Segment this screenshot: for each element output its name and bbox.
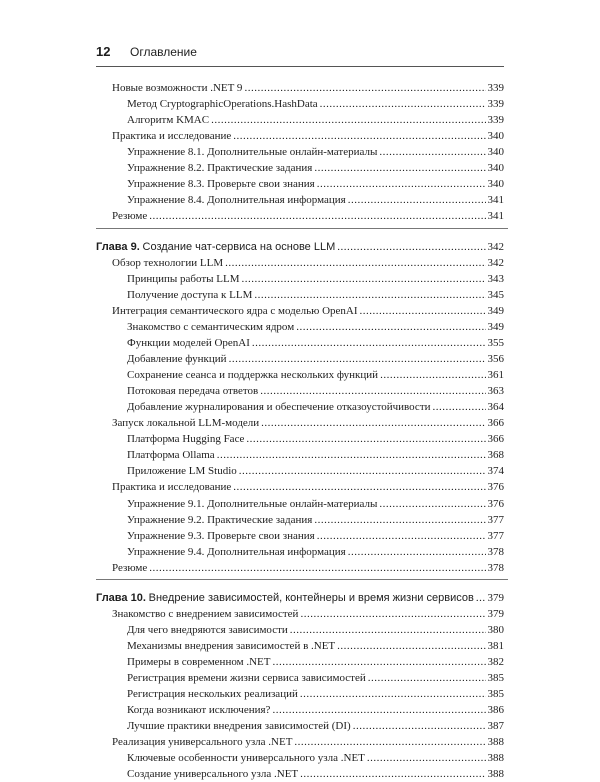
toc-entry-title: Практика и исследование (112, 130, 232, 143)
toc-page-number: 377 (487, 529, 504, 542)
toc-page-number: 340 (487, 162, 504, 175)
toc-page-number: 387 (487, 720, 504, 733)
toc-entry-title: Функции моделей OpenAI (127, 336, 250, 349)
chapter-divider (96, 228, 508, 229)
toc-page-number: 345 (487, 288, 504, 301)
toc-page-number: 388 (487, 768, 504, 781)
toc-page-number: 363 (487, 385, 504, 398)
toc-entry-title: Добавление функций (127, 352, 227, 365)
toc-entry-title: Приложение LM Studio (127, 465, 237, 478)
chapter-title: Создание чат-сервиса на основе LLM (142, 240, 336, 253)
toc-entry[interactable] (127, 383, 504, 399)
toc-entry[interactable] (127, 431, 504, 447)
dot-leader (337, 239, 485, 255)
toc-entry-title: Упражнение 8.4. Дополнительная информация (127, 194, 346, 207)
toc-entry-title: Реализация универсального узла .NET (112, 736, 293, 749)
toc-page-number: 340 (487, 178, 504, 191)
toc-entry-title: Интеграция семантического ядра с моделью OpenAI (112, 304, 358, 317)
toc-entry-title: Упражнение 8.2. Практические задания (127, 162, 313, 175)
dot-leader (380, 367, 485, 383)
dot-leader (239, 463, 486, 479)
toc-entry-title: Регистрация времени жизни сервиса зависимостей (127, 672, 366, 685)
toc-page-number: 342 (487, 256, 504, 269)
toc-chapter[interactable] (96, 590, 504, 606)
dot-leader (254, 287, 485, 303)
toc-page-number: 379 (487, 607, 504, 620)
toc-entry-title (96, 239, 335, 255)
dot-leader (314, 160, 485, 176)
toc-page-number: 378 (487, 545, 504, 558)
toc-page-number: 385 (487, 672, 504, 685)
toc-entry[interactable] (127, 176, 504, 192)
toc-page-number: 341 (487, 210, 504, 223)
toc-entry-title: Регистрация нескольких реализаций (127, 688, 298, 701)
toc-page-number: 376 (487, 481, 504, 494)
toc-entry-title: Запуск локальной LLM-модели (112, 417, 260, 430)
toc-page-number: 386 (487, 704, 504, 717)
dot-leader (317, 528, 486, 544)
toc-page-number: 342 (487, 240, 504, 253)
dot-leader (317, 176, 486, 192)
toc-page-number: 356 (487, 352, 504, 365)
section-title: Оглавление (130, 45, 197, 59)
toc-entry[interactable] (127, 463, 504, 479)
toc-entry-title: Знакомство с семантическим ядром (127, 320, 295, 333)
toc-entry-title: Алгоритм KMAC (127, 114, 210, 127)
toc-page-number: 361 (487, 369, 504, 382)
dot-leader (379, 144, 485, 160)
toc-page-number: 388 (487, 752, 504, 765)
toc-entry[interactable] (127, 351, 504, 367)
toc-entry[interactable] (127, 144, 504, 160)
toc-page-number: 339 (487, 98, 504, 111)
toc-entry[interactable] (112, 80, 504, 96)
dot-leader (360, 303, 486, 319)
dot-leader (353, 718, 486, 734)
toc-entry-title: Платформа Hugging Face (127, 433, 245, 446)
toc-page-number: 349 (487, 304, 504, 317)
toc-entry[interactable] (127, 638, 504, 654)
toc-entry[interactable] (112, 479, 504, 495)
toc-page-number: 364 (487, 401, 504, 414)
dot-leader (149, 560, 485, 576)
toc-entry[interactable] (127, 512, 504, 528)
toc-entry-title: Лучшие практики внедрения зависимостей (DI) (127, 720, 351, 733)
toc-entry-title: Знакомство с внедрением зависимостей (112, 607, 299, 620)
toc-page-number: 388 (487, 736, 504, 749)
dot-leader (367, 750, 486, 766)
toc-entry[interactable] (127, 544, 504, 560)
dot-leader (348, 192, 486, 208)
toc-entry-title: Метод CryptographicOperations.HashData (127, 98, 318, 111)
toc-entry-title: Сохранение сеанса и поддержка нескольких функций (127, 369, 379, 382)
toc-entry-title: Потоковая передача ответов (127, 385, 259, 398)
toc-entry[interactable] (127, 335, 504, 351)
toc-page-number: 380 (487, 623, 504, 636)
toc-page-number: 374 (487, 465, 504, 478)
toc-page-number: 379 (487, 591, 504, 604)
toc-entry[interactable] (127, 287, 504, 303)
toc-entry-title: Обзор технологии LLM (112, 256, 224, 269)
toc-entry-title: Примеры в современном .NET (127, 656, 271, 669)
toc-entry[interactable] (112, 560, 504, 576)
toc-entry[interactable] (127, 367, 504, 383)
dot-leader (261, 415, 485, 431)
dot-leader (244, 80, 485, 96)
dot-leader (260, 383, 485, 399)
toc-entry[interactable] (112, 734, 504, 750)
dot-leader (320, 96, 486, 112)
toc-chapter[interactable] (96, 239, 504, 255)
toc-entry[interactable] (127, 319, 504, 335)
toc-entry-title: Добавление журналирования и обеспечение отказоустойчивости (127, 401, 431, 414)
toc-entry[interactable] (127, 112, 504, 128)
chapter-label: Глава 10. (96, 591, 146, 604)
toc-entry[interactable] (127, 96, 504, 112)
toc-entry[interactable] (112, 208, 504, 224)
toc-entry-title: Создание универсального узла .NET (127, 768, 299, 781)
dot-leader (368, 670, 486, 686)
toc-entry-title: Принципы работы LLM (127, 272, 240, 285)
toc-entry-title: Ключевые особенности универсального узла .NET (127, 752, 365, 765)
toc-page-number: 366 (487, 417, 504, 430)
dot-leader (242, 271, 486, 287)
toc-entry[interactable] (127, 686, 504, 702)
toc-page-number: 355 (487, 336, 504, 349)
dot-leader (149, 208, 485, 224)
toc-entry[interactable] (127, 447, 504, 463)
toc-entry-title: Резюме (112, 210, 148, 223)
chapter-label: Глава 9. (96, 240, 140, 253)
toc-page-number: 385 (487, 688, 504, 701)
dot-leader (348, 544, 486, 560)
dot-leader (476, 590, 486, 606)
page-number: 12 (96, 44, 111, 59)
toc-entry[interactable] (127, 622, 504, 638)
dot-leader (300, 686, 486, 702)
toc-entry-title: Практика и исследование (112, 481, 232, 494)
dot-leader (300, 606, 485, 622)
toc-entry-title: Новые возможности .NET 9 (112, 82, 243, 94)
dot-leader (337, 638, 485, 654)
toc-entry[interactable] (112, 606, 504, 622)
toc-entry-title: Упражнение 8.1. Дополнительные онлайн-материалы (127, 146, 378, 159)
running-header (96, 40, 504, 67)
toc-entry[interactable] (127, 702, 504, 718)
toc-entry-title: Упражнение 9.3. Проверьте свои знания (127, 529, 315, 542)
toc-page-number: 366 (487, 433, 504, 446)
toc-page-number: 368 (487, 449, 504, 462)
dot-leader (217, 447, 486, 463)
toc-entry-title: Упражнение 9.4. Дополнительная информация (127, 545, 346, 558)
toc-entry-title: Упражнение 9.2. Практические задания (127, 513, 313, 526)
dot-leader (225, 255, 485, 271)
dot-leader (433, 399, 486, 415)
dot-leader (294, 734, 485, 750)
dot-leader (229, 351, 486, 367)
toc-entry-title: Получение доступа к LLM (127, 288, 253, 301)
dot-leader (314, 512, 485, 528)
toc-entry[interactable] (127, 670, 504, 686)
toc-page-number: 382 (487, 656, 504, 669)
toc-entry-title: Платформа Ollama (127, 449, 215, 462)
toc-entry-title: Упражнение 9.1. Дополнительные онлайн-материалы (127, 497, 378, 510)
toc-page-number: 377 (487, 513, 504, 526)
dot-leader (300, 766, 485, 782)
toc-entry[interactable] (127, 192, 504, 208)
toc-entry-title: Резюме (112, 561, 148, 574)
toc-entry[interactable] (127, 271, 504, 287)
chapter-divider (96, 579, 508, 580)
dot-leader (233, 128, 485, 144)
toc-page-number: 343 (487, 272, 504, 285)
toc-page-number: 349 (487, 320, 504, 333)
toc-entry[interactable] (127, 528, 504, 544)
toc-entry[interactable] (127, 399, 504, 415)
chapter-title: Внедрение зависимостей, контейнеры и время жизни сервисов (148, 591, 474, 604)
toc-page-number: 381 (487, 639, 504, 652)
toc-entry[interactable] (127, 160, 504, 176)
dot-leader (252, 335, 486, 351)
toc-page-number: 341 (487, 194, 504, 207)
dot-leader (211, 112, 485, 128)
toc-entry[interactable] (127, 496, 504, 512)
toc-entry-title: Для чего внедряются зависимости (127, 623, 288, 636)
dot-leader (296, 319, 485, 335)
toc-entry[interactable] (112, 303, 504, 319)
dot-leader (379, 496, 485, 512)
dot-leader (290, 622, 486, 638)
toc-page-number: 376 (487, 497, 504, 510)
toc-entry[interactable] (112, 128, 504, 144)
toc-entry[interactable] (127, 766, 504, 782)
toc-entry-title: Упражнение 8.3. Проверьте свои знания (127, 178, 315, 191)
toc-entry[interactable] (127, 750, 504, 766)
toc-entry-title: Механизмы внедрения зависимостей в .NET (127, 639, 336, 652)
dot-leader (272, 702, 485, 718)
toc-page-number: 340 (487, 130, 504, 143)
toc-entry-title: Когда возникают исключения? (127, 704, 271, 717)
toc-page-number: 340 (487, 146, 504, 159)
toc-entry[interactable] (127, 718, 504, 734)
dot-leader (233, 479, 485, 495)
toc-page-number: 339 (487, 114, 504, 127)
toc-entry[interactable] (112, 255, 504, 271)
toc-page-number: 339 (487, 82, 504, 94)
toc-entry[interactable] (127, 654, 504, 670)
dot-leader (246, 431, 485, 447)
toc-entry-title (96, 590, 474, 606)
toc-page-number: 378 (487, 561, 504, 574)
toc-entry[interactable] (112, 415, 504, 431)
dot-leader (272, 654, 485, 670)
